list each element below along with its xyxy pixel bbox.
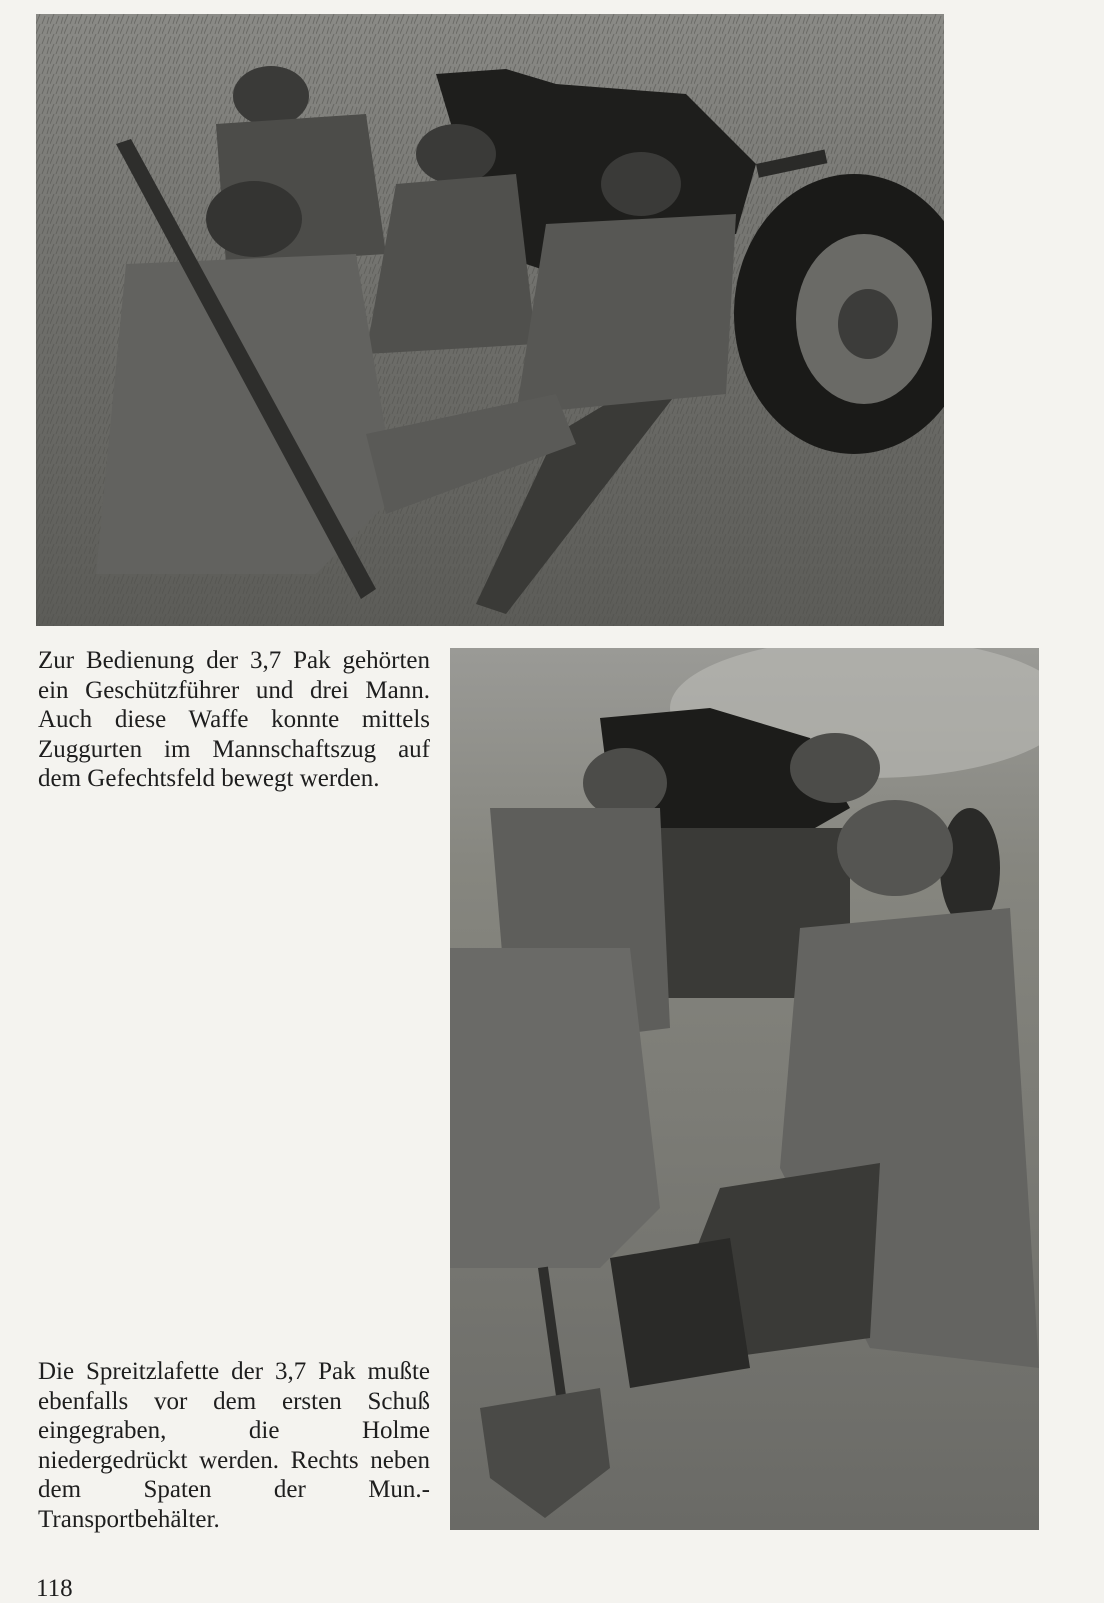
caption-top: Zur Bedienung der 3,7 Pak gehörten ein Geschützführer und drei Mann. Auch diese Waffe konnte mittels Zuggurten im Mannschaftszug auf dem Gefechtsfeld bewegt werden. [38,647,430,792]
photo-top-image [36,14,944,626]
photo-gun-crew-field [36,14,944,626]
caption-bottom: Die Spreitzlafette der 3,7 Pak mußte ebenfalls vor dem ersten Schuß eingegraben, die Holme niedergedrückt werden. Rechts neben dem Spaten der Mun.-Transportbehälter. [38,1358,430,1533]
photo-bottom-image [450,648,1039,1530]
page-number: 118 [36,1575,73,1602]
photo-gun-crew-loading [450,648,1039,1530]
